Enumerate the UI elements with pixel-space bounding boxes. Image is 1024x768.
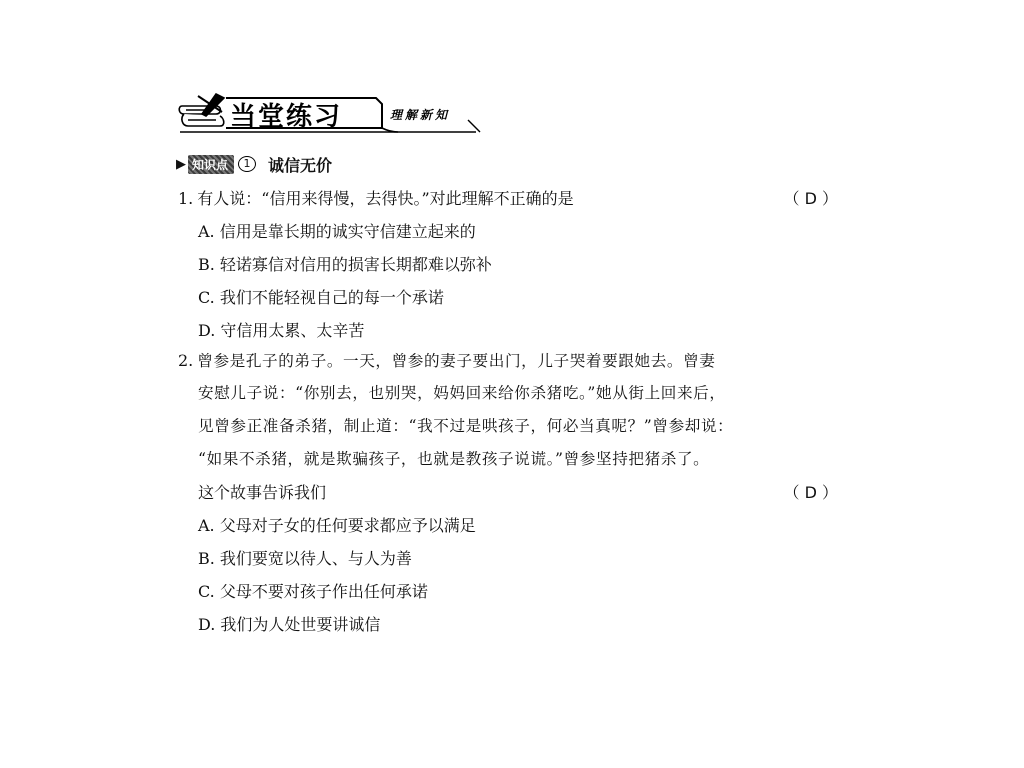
option-d: D. 守信用太累、太辛苦	[198, 321, 365, 340]
option-c: C. 父母不要对孩子作出任何承诺	[198, 582, 428, 601]
question-2	[178, 344, 842, 641]
question-stem	[178, 344, 842, 377]
question-text-line: 见曾参正准备杀猪，制止道：“我不过是哄孩子，何必当真呢？”曾参却说：	[198, 417, 734, 435]
section-banner	[176, 92, 488, 136]
option-b: B. 轻诺寡信对信用的损害长期都难以弥补	[198, 255, 492, 274]
topic-number: 1	[238, 156, 256, 172]
question-prompt-line	[178, 476, 842, 509]
question-text-line: 曾参是孔子的弟子。一天，曾参的妻子要出门，儿子哭着要跟她去。曾妻	[197, 352, 716, 370]
answer-bracket: （ D ）	[783, 189, 838, 208]
question-stem	[178, 182, 842, 215]
answer-letter: D	[804, 189, 817, 208]
answer-bracket: （ D ）	[783, 483, 838, 502]
question-text-line: 安慰儿子说：“你别去，也别哭，妈妈回来给你杀猪吃。”她从街上回来后，	[198, 384, 726, 402]
topic-heading	[176, 153, 332, 175]
scroll-quill-icon	[179, 94, 224, 126]
question-text-line: 这个故事告诉我们	[198, 483, 327, 502]
answer-letter: D	[804, 483, 817, 502]
banner-title: 当堂练习	[230, 102, 343, 132]
topic-badge: 知识点	[188, 155, 234, 174]
option-b: B. 我们要宽以待人、与人为善	[198, 549, 412, 568]
option-c: C. 我们不能轻视自己的每一个承诺	[198, 288, 444, 307]
question-number: 1.	[178, 189, 194, 208]
question-number: 2.	[178, 351, 194, 370]
question-1	[178, 182, 842, 347]
question-text: 有人说：“信用来得慢，去得快。”对此理解不正确的是	[197, 189, 574, 208]
question-text-line: “如果不杀猪，就是欺骗孩子，也就是教孩子说谎。”曾参坚持把猪杀了。	[198, 450, 710, 468]
topic-label: 诚信无价	[268, 155, 333, 175]
triangle-arrow-icon: ▶	[176, 156, 186, 172]
banner-subtitle: 理解新知	[390, 108, 451, 122]
option-d: D. 我们为人处世要讲诚信	[198, 615, 381, 634]
option-a: A. 父母对子女的任何要求都应予以满足	[198, 516, 476, 535]
option-a: A. 信用是靠长期的诚实守信建立起来的	[198, 222, 476, 241]
